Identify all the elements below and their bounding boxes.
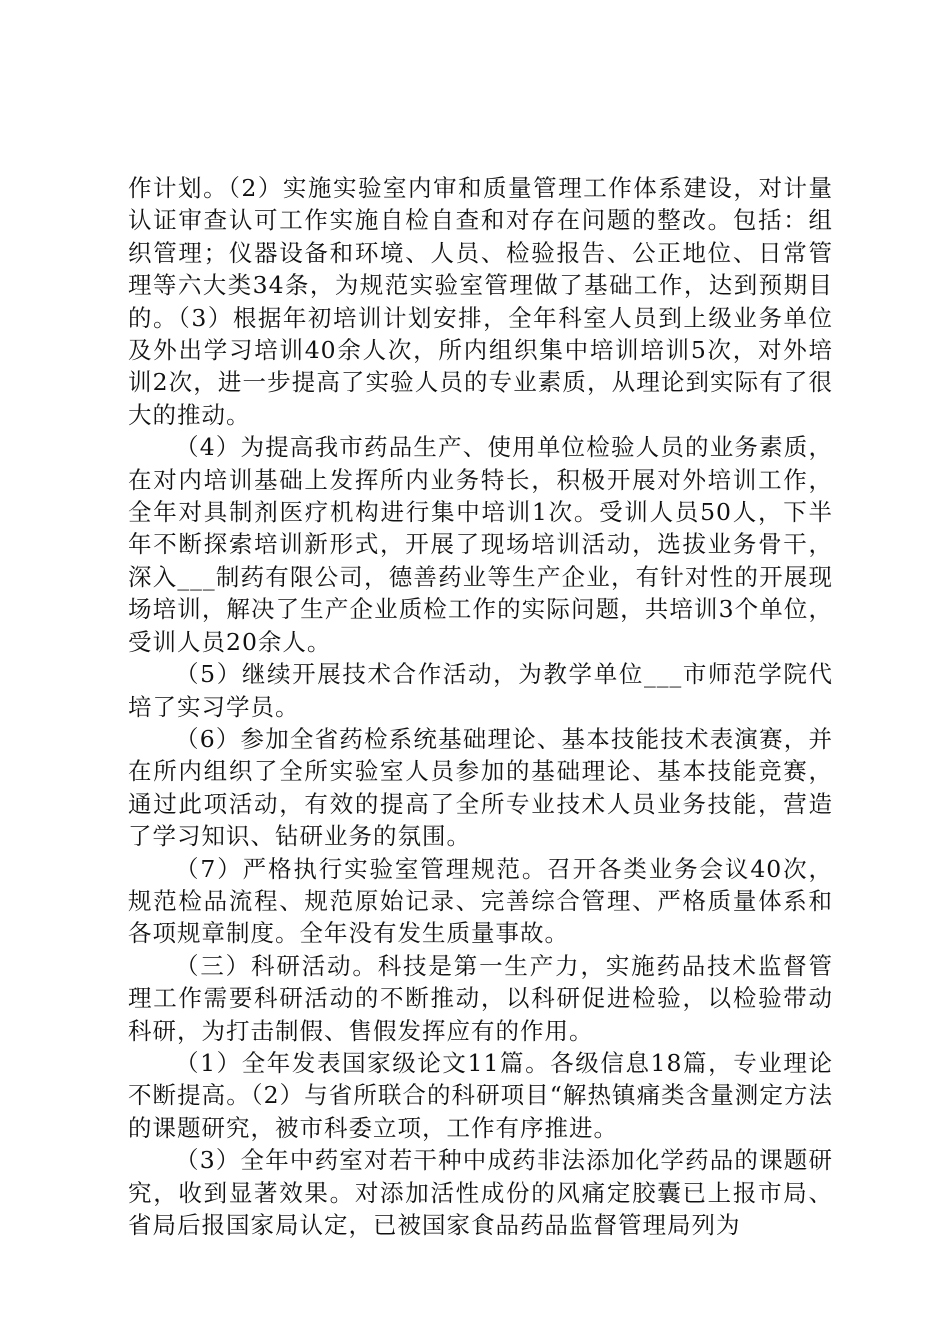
body-text [128, 172, 833, 1241]
paragraph-2: （4）为提高我市药品生产、使用单位检验人员的业务素质，在对内培训基础上发挥所内业务特长，积极开展对外培训工作，全年对具制剂医疗机构进行集中培训1次。受训人员50人，下半年不断探索培训新形式，开展了现场培训活动，选拔业务骨干，深入___制药有限公司，德善药业等生产企业，有针对性的开展现场培训，解决了生产企业质检工作的实际问题，共培训3个单位，受训人员20余人。 [128, 433, 833, 656]
paragraph-6: （三）科研活动。科技是第一生产力，实施药品技术监督管理工作需要科研活动的不断推动，以科研促进检验，以检验带动科研，为打击制假、售假发挥应有的作用。 [128, 951, 833, 1045]
paragraph-3: （5）继续开展技术合作活动，为教学单位___市师范学院代培了实习学员。 [128, 660, 833, 721]
paragraph-4: （6）参加全省药检系统基础理论、基本技能技术表演赛，并在所内组织了全所实验室人员参加的基础理论、基本技能竞赛，通过此项活动，有效的提高了全所专业技术人员业务技能，营造了学习知识、钻研业务的氛围。 [128, 724, 833, 851]
paragraph-5: （7）严格执行实验室管理规范。召开各类业务会议40次，规范检品流程、规范原始记录、完善综合管理、严格质量体系和各项规章制度。全年没有发生质量事故。 [128, 854, 833, 948]
paragraph-7: （1）全年发表国家级论文11篇。各级信息18篇，专业理论不断提高。（2）与省所联合的科研项目“解热镇痛类含量测定方法的课题研究，被市科委立项，工作有序推进。 [128, 1048, 833, 1142]
paragraph-8: （3）全年中药室对若干种中成药非法添加化学药品的课题研究，收到显著效果。对添加活性成份的风痛定胶囊已上报市局、省局后报国家局认定，已被国家食品药品监督管理局列为 [128, 1146, 833, 1239]
paragraph-1: 作计划。（2）实施实验室内审和质量管理工作体系建设，对计量认证审查认可工作实施自检自查和对存在问题的整改。包括：组织管理；仪器设备和环境、人员、检验报告、公正地位、日常管理等六大类34条，为规范实验室管理做了基础工作，达到预期目的。（3）根据年初培训计划安排，全年科室人员到上级业务单位及外出学习培训40余人次，所内组织集中培训培训5次，对外培训2次，进一步提高了实验人员的专业素质，从理论到实际有了很大的推动。 [128, 174, 833, 429]
